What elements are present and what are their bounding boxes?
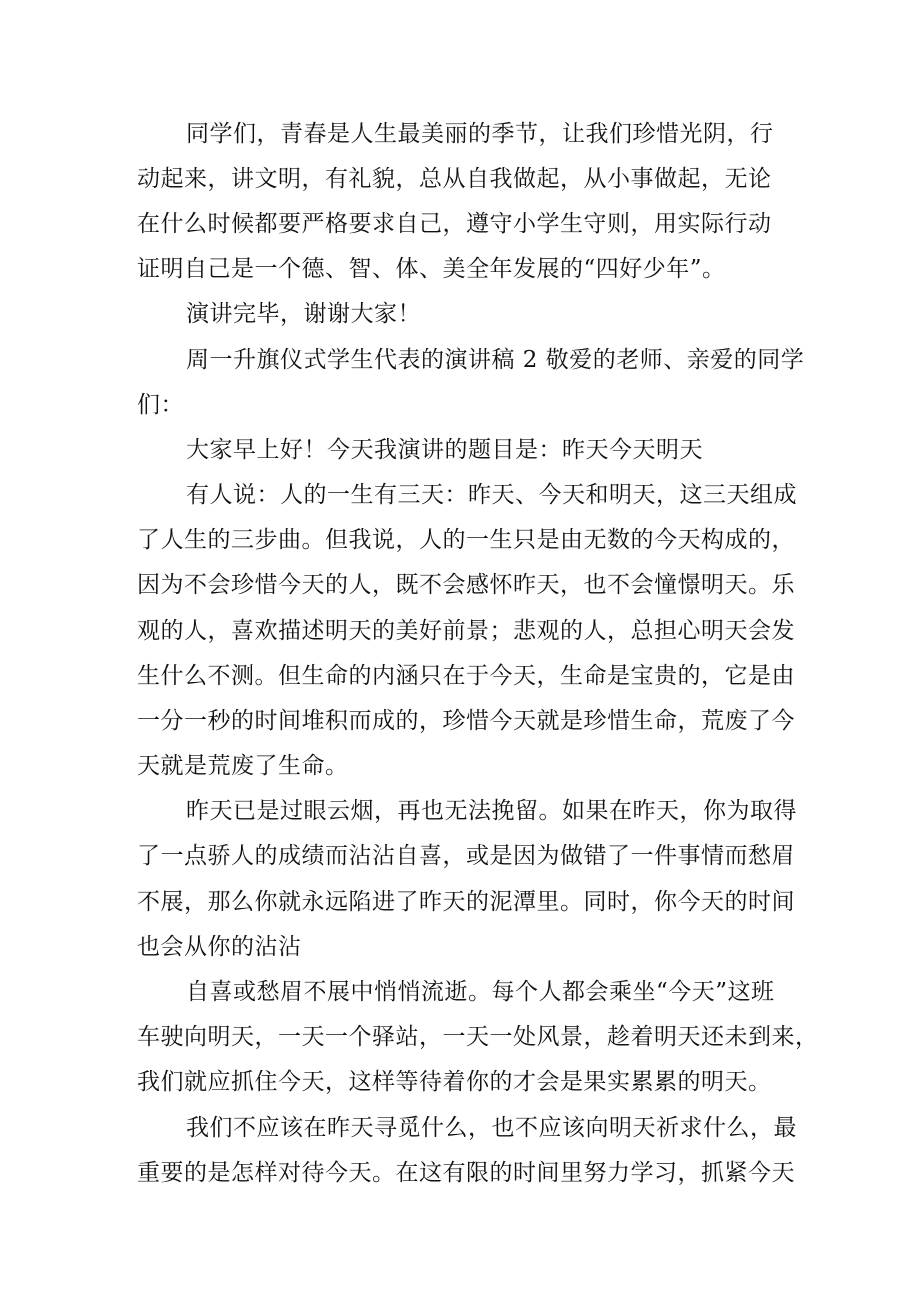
text-line: 天就是荒废了生命。	[137, 753, 349, 779]
text-line: 不展，那么你就永远陷进了昨天的泥潭里。同时，你今天的时间	[137, 889, 795, 915]
text-line: 车驶向明天，一天一个驿站，一天一处风景，趁着明天还未到来，	[137, 1024, 819, 1050]
text-line: 演讲完毕，谢谢大家！	[186, 301, 421, 327]
text-line: 昨天已是过眼云烟，再也无法挽留。如果在昨天，你为取得	[186, 798, 797, 824]
text-line: 因为不会珍惜今天的人，既不会感怀昨天，也不会憧憬明天。乐	[137, 572, 795, 598]
text-line: 也会从你的沾沾	[137, 934, 302, 960]
text-line: 在什么时候都要严格要求自己，遵守小学生守则，用实际行动	[137, 211, 772, 237]
text-line: 一分一秒的时间堆积而成的，珍惜今天就是珍惜生命，荒废了今	[137, 708, 795, 734]
text-line: 观的人，喜欢描述明天的美好前景；悲观的人，总担心明天会发	[137, 618, 795, 644]
text-line: 大家早上好！今天我演讲的题目是：昨天今天明天	[186, 437, 703, 463]
text-line: 生什么不测。但生命的内涵只在于今天，生命是宝贵的，它是由	[137, 663, 795, 689]
text-line: 了人生的三步曲。但我说，人的一生只是由无数的今天构成的，	[137, 527, 795, 553]
text-line: 我们不应该在昨天寻觅什么，也不应该向明天祈求什么，最	[186, 1115, 797, 1141]
text-line: 自喜或愁眉不展中悄悄流逝。每个人都会乘坐“今天”这班	[186, 979, 775, 1005]
text-line: 们：	[137, 392, 184, 418]
text-line: 了一点骄人的成绩而沾沾自喜，或是因为做错了一件事情而愁眉	[137, 843, 795, 869]
text-line: 我们就应抓住今天，这样等待着你的才会是果实累累的明天。	[137, 1069, 772, 1095]
text-line: 有人说：人的一生有三天：昨天、今天和明天，这三天组成	[186, 482, 797, 508]
text-line: 动起来，讲文明，有礼貌，总从自我做起，从小事做起，无论	[137, 166, 772, 192]
text-line: 重要的是怎样对待今天。在这有限的时间里努力学习，抓紧今天	[137, 1160, 795, 1186]
text-line: 证明自己是一个德、智、体、美全年发展的“四好少年”。	[137, 256, 726, 282]
text-line: 同学们，青春是人生最美丽的季节，让我们珍惜光阴，行	[186, 121, 774, 147]
text-line: 周一升旗仪式学生代表的演讲稿 2 敬爱的老师、亲爱的同学	[186, 347, 805, 373]
